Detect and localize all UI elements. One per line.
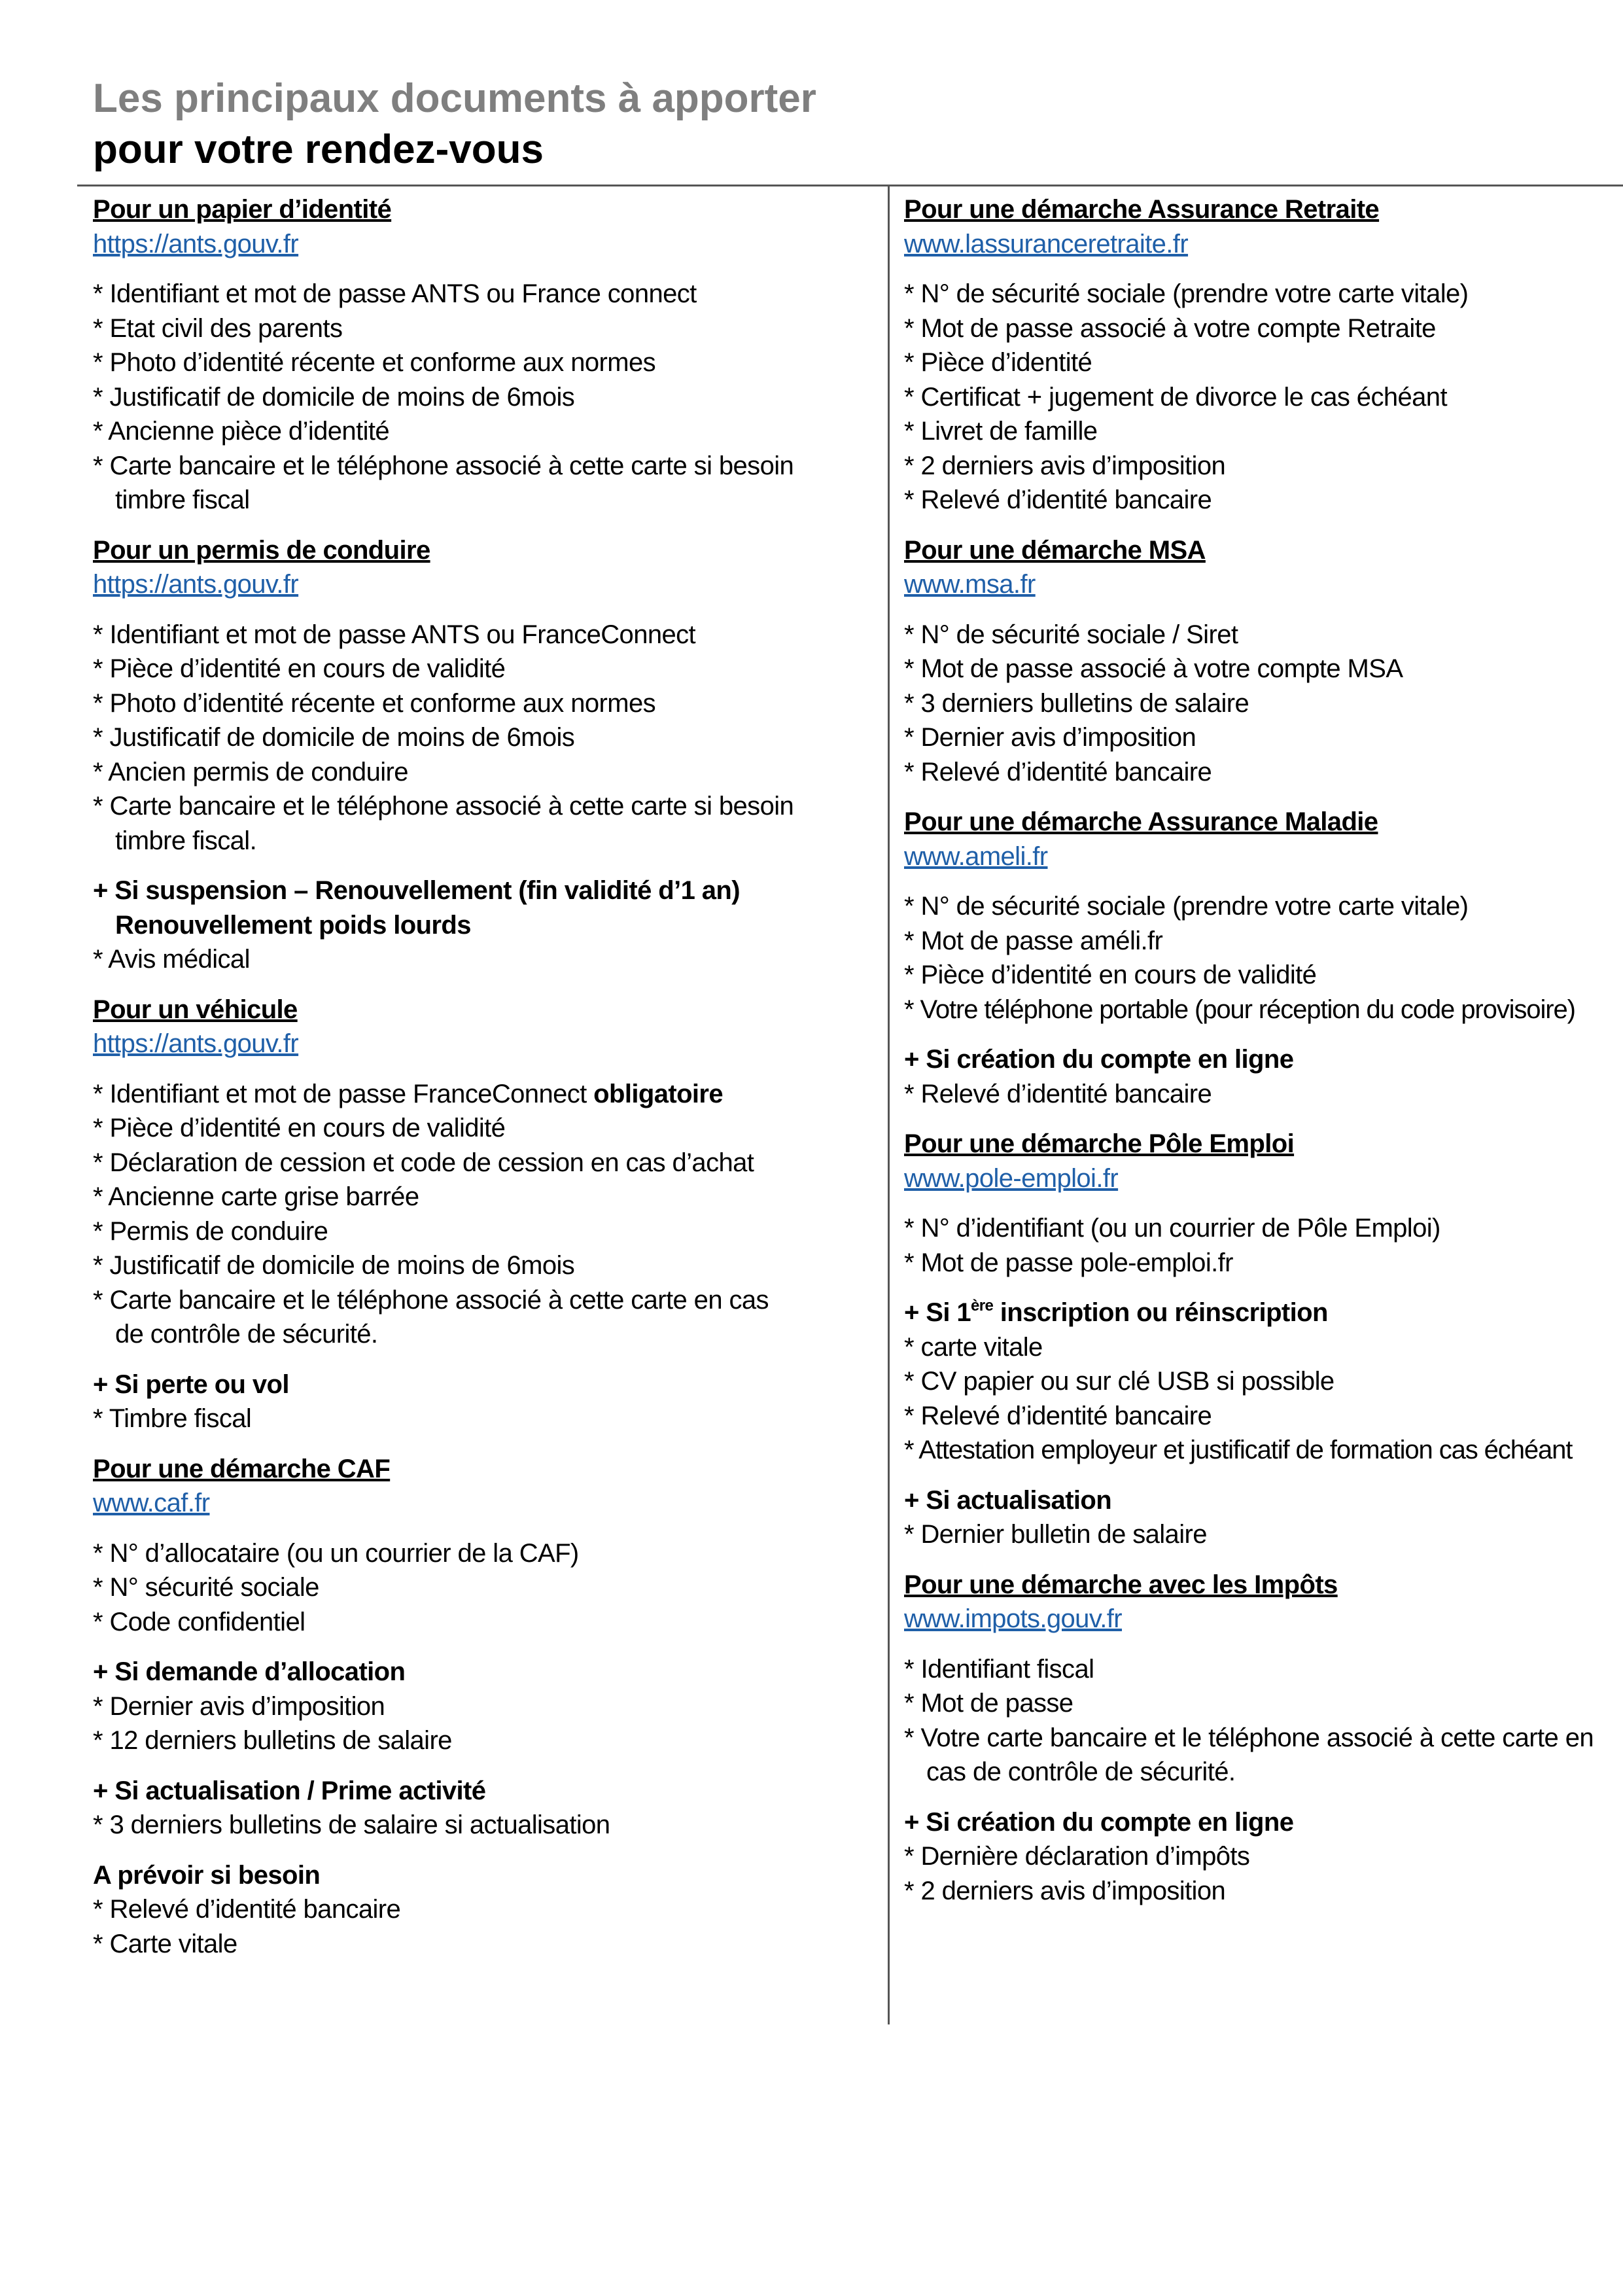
list-item: * Dernière déclaration d’impôts (904, 1842, 1250, 1871)
subsection-title: A prévoir si besoin (93, 1860, 321, 1890)
right-column (904, 192, 1617, 1924)
list-item: * 2 derniers avis d’imposition (904, 1876, 1226, 1905)
list-item: * N° d’identifiant (ou un courrier de Pôle Emploi) (904, 1214, 1440, 1243)
subsection-title: Renouvellement poids lourds (115, 910, 471, 940)
section-heading: Pour une démarche avec les Impôts (904, 1570, 1338, 1599)
list-item: * N° de sécurité sociale (prendre votre carte vitale) (904, 279, 1469, 308)
list-item: * 12 derniers bulletins de salaire (93, 1726, 452, 1755)
list-item: * Carte bancaire et le téléphone associé à cette carte en cas de contrôle de sécurité. (93, 1285, 769, 1349)
subsection-title: + Si actualisation (904, 1485, 1112, 1515)
list-item: * Déclaration de cession et code de cession en cas d’achat (93, 1148, 754, 1177)
list-item: * Mot de passe améli.fr (904, 926, 1163, 955)
section-maladie (904, 805, 1617, 1111)
section-heading: Pour un véhicule (93, 995, 298, 1024)
column-divider (888, 186, 890, 2024)
section-link[interactable]: www.impots.gouv.fr (904, 1604, 1123, 1633)
list-item: * Votre carte bancaire et le téléphone associé à cette carte en cas de contrôle de sécurité. (904, 1723, 1594, 1786)
list-item: * Carte bancaire et le téléphone associé à cette carte si besoin timbre fiscal. (93, 792, 794, 855)
list-item: * Relevé d’identité bancaire (93, 1895, 401, 1924)
list-item: * Relevé d’identité bancaire (904, 1079, 1212, 1108)
list-item: * N° de sécurité sociale (prendre votre carte vitale) (904, 892, 1469, 921)
section-link[interactable]: www.lassuranceretraite.fr (904, 229, 1189, 258)
list-item: * Carte bancaire et le téléphone associé à cette carte si besoin timbre fiscal (93, 451, 794, 514)
list-item: * Mot de passe associé à votre compte Retraite (904, 313, 1436, 343)
subsection-title: + Si 1ère inscription ou réinscription (904, 1297, 1328, 1327)
section-pole-emploi (904, 1127, 1617, 1552)
section-heading: Pour un papier d’identité (93, 195, 392, 224)
list-item: * Photo d’identité récente et conforme aux normes (93, 688, 655, 718)
section-link[interactable]: www.msa.fr (904, 570, 1036, 599)
list-item: * Pièce d’identité en cours de validité (93, 654, 506, 683)
left-column (93, 192, 871, 1977)
list-item: * Justificatif de domicile de moins de 6mois (93, 382, 575, 412)
list-item: * Dernier bulletin de salaire (904, 1520, 1207, 1549)
subsection-title: + Si actualisation / Prime activité (93, 1776, 486, 1805)
section-link[interactable]: www.pole-emploi.fr (904, 1163, 1119, 1193)
header-divider (77, 185, 1623, 186)
list-item: * N° de sécurité sociale / Siret (904, 620, 1238, 649)
list-item: * Avis médical (93, 945, 250, 974)
section-link[interactable]: https://ants.gouv.fr (93, 570, 299, 599)
list-item: * Mot de passe (904, 1689, 1073, 1718)
list-item: * Carte vitale (93, 1929, 237, 1958)
list-item: * Relevé d’identité bancaire (904, 486, 1212, 514)
page-title-line2: pour votre rendez-vous (93, 127, 544, 172)
subsection-title: + Si création du compte en ligne (904, 1045, 1294, 1074)
list-item: * Ancienne pièce d’identité (93, 417, 390, 446)
section-heading: Pour une démarche Pôle Emploi (904, 1129, 1295, 1158)
section-msa (904, 533, 1617, 790)
section-caf (93, 1452, 871, 1962)
list-item: * Mot de passe associé à votre compte MSA (904, 654, 1403, 683)
section-link[interactable]: https://ants.gouv.fr (93, 1029, 299, 1058)
list-item: * Code confidentiel (93, 1607, 305, 1636)
list-item: * Identifiant et mot de passe ANTS ou France connect (93, 279, 697, 308)
list-item: * Votre téléphone portable (pour réception du code provisoire) (904, 995, 1575, 1024)
subsection-title: + Si création du compte en ligne (904, 1807, 1294, 1837)
list-item: * Relevé d’identité bancaire (904, 1401, 1212, 1430)
list-item: * Pièce d’identité en cours de validité (93, 1114, 506, 1142)
section-impots (904, 1568, 1617, 1909)
page-title (93, 73, 816, 175)
list-item: * Certificat + jugement de divorce le cas échéant (904, 382, 1447, 412)
list-item: * Livret de famille (904, 417, 1098, 446)
section-retraite (904, 192, 1617, 518)
section-permis (93, 533, 871, 977)
list-item: * N° sécurité sociale (93, 1573, 319, 1602)
section-heading: Pour un permis de conduire (93, 535, 430, 565)
section-heading: Pour une démarche Assurance Retraite (904, 195, 1380, 224)
list-item: * Timbre fiscal (93, 1404, 252, 1433)
section-link[interactable]: https://ants.gouv.fr (93, 229, 299, 258)
list-item: * 2 derniers avis d’imposition (904, 451, 1226, 480)
page-title-line1: Les principaux documents à apporter (93, 76, 816, 121)
list-item: * Etat civil des parents (93, 313, 343, 343)
section-heading: Pour une démarche CAF (93, 1454, 391, 1483)
list-item: * Identifiant et mot de passe ANTS ou FranceConnect (93, 620, 696, 649)
superscript: ère (971, 1297, 994, 1315)
subsection-title: + Si demande d’allocation (93, 1657, 406, 1686)
list-item: * Permis de conduire (93, 1216, 328, 1246)
section-heading: Pour une démarche Assurance Maladie (904, 807, 1378, 836)
list-item: * 3 derniers bulletins de salaire (904, 688, 1249, 718)
list-item: * Dernier avis d’imposition (904, 723, 1196, 752)
section-identite (93, 192, 871, 518)
list-item: * Dernier avis d’imposition (93, 1691, 385, 1721)
list-item: * Justificatif de domicile de moins de 6mois (93, 1251, 575, 1280)
list-item: * carte vitale (904, 1332, 1043, 1362)
list-item: * CV papier ou sur clé USB si possible (904, 1367, 1335, 1396)
emphasis-text: obligatoire (593, 1079, 724, 1108)
list-item: * Mot de passe pole-emploi.fr (904, 1248, 1233, 1277)
list-item: * Justificatif de domicile de moins de 6mois (93, 723, 575, 752)
list-item: * Attestation employeur et justificatif de formation cas échéant (904, 1436, 1573, 1464)
list-item: * 3 derniers bulletins de salaire si actualisation (93, 1810, 610, 1839)
subsection-title: + Si suspension – Renouvellement (fin validité d’1 an) (93, 876, 740, 905)
list-item: * Pièce d’identité (904, 348, 1092, 377)
subsection-title: + Si perte ou vol (93, 1369, 289, 1399)
list-item: * Pièce d’identité en cours de validité (904, 961, 1317, 989)
section-link[interactable]: www.ameli.fr (904, 841, 1048, 871)
section-link[interactable]: www.caf.fr (93, 1489, 210, 1517)
list-item: * Identifiant et mot de passe FranceConnect obligatoire (93, 1079, 724, 1108)
list-item: * Ancienne carte grise barrée (93, 1182, 419, 1211)
list-item: * Identifiant fiscal (904, 1654, 1094, 1684)
list-item: * Relevé d’identité bancaire (904, 757, 1212, 786)
list-item: * Ancien permis de conduire (93, 757, 408, 786)
list-item: * Photo d’identité récente et conforme aux normes (93, 348, 655, 377)
section-vehicule (93, 993, 871, 1436)
section-heading: Pour une démarche MSA (904, 535, 1206, 565)
list-item: * N° d’allocataire (ou un courrier de la CAF) (93, 1538, 579, 1568)
